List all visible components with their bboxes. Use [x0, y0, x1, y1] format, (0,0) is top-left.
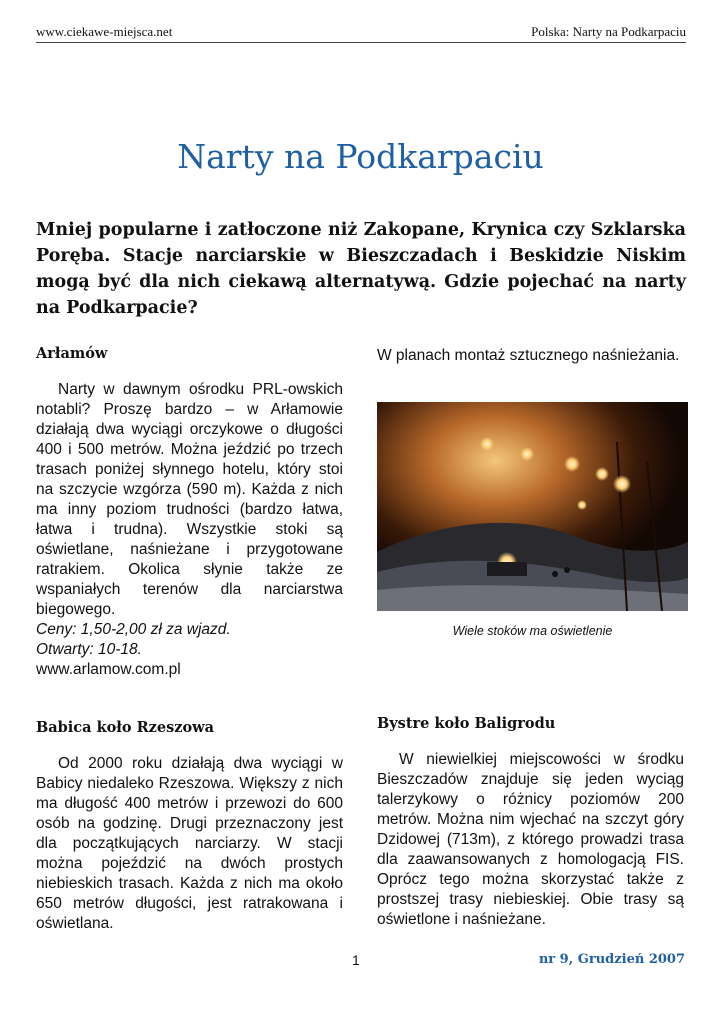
section-arlamow — [36, 344, 343, 680]
site-url[interactable]: www.ciekawe-miejsca.net — [36, 24, 173, 39]
heading-arlamow: Arłamów — [36, 345, 108, 362]
section-title: Polska: Narty na Podkarpaciu — [531, 24, 686, 39]
section-bystre — [377, 714, 684, 930]
page-header — [36, 22, 686, 43]
ski-slope-photo — [377, 402, 688, 611]
arlamow-body: Narty w dawnym ośrodku PRL-owskich notabli? Proszę bardzo – w Arłamowie działają dwa wyciągi orczykowe o długości 400 i 500 metrów. Można jeździć po trzech trasach poniżej słynnego hotelu, który stoi na szczycie wzgórza (590 m). Każda z nich ma inny poziom trudności (bardzo łatwa, łatwa i trudna). Wszystkie stoki są oświetlane, naśnieżane i przygotowane ratrakiem. Okolica słynie także ze wspaniałych terenów dla narciarstwa biegowego. — [36, 381, 343, 618]
arlamow-prices: Ceny: 1,50-2,00 zł za wjazd. — [36, 621, 231, 638]
arlamow-continued — [377, 346, 684, 366]
bystre-body: W niewielkiej miejscowości w środku Bieszczadów znajduje się jeden wyciąg talerzykowy o różnicy poziomów 200 metrów. Można nim wjechać na szczyt góry Dzidowej (713m), z którego prowadzi trasa dla zaawansowanych z homologacją FIS. Oprócz tego można skorzystać także z prostszej trasy niebieskiej. Obie trasy są oświetlone i naśnieżane. — [377, 751, 684, 928]
issue-info: nr 9, Grudzień 2007 — [538, 952, 685, 967]
article-title: Narty na Podkarpaciu — [177, 137, 544, 176]
section-babica — [36, 718, 343, 934]
arlamow-url[interactable]: www.arlamow.com.pl — [36, 661, 181, 678]
arlamow-hours: Otwarty: 10-18. — [36, 641, 142, 658]
article-lead: Mniej popularne i zatłoczone niż Zakopane, Krynica czy Szklarska Poręba. Stacje narciarskie w Bieszczadach i Beskidzie Niskim mogą być dla nich ciekawą alternatywą. Gdzie pojechać na narty na Podkarpacie? — [36, 220, 686, 318]
heading-bystre: Bystre koło Baligrodu — [377, 715, 556, 732]
photo-caption: Wiele stoków ma oświetlenie — [452, 624, 613, 638]
ski-slope-night-image — [377, 402, 688, 611]
babica-body: Od 2000 roku działają dwa wyciągi w Babicy niedaleko Rzeszowa. Większy z nich ma długość 400 metrów i przewozi do 600 osób na godzinę. Drugi przeznaczony jest dla początkujących narciarzy. W stacji można pojeździć na dwóch prostych niebieskich trasach. Każda z nich ma około 650 metrów długości, jest ratrakowana i oświetlana. — [36, 755, 343, 932]
heading-babica: Babica koło Rzeszowa — [36, 719, 215, 736]
arlamow-cont-text: W planach montaż sztucznego naśnieżania. — [377, 347, 680, 364]
page-number: 1 — [352, 952, 360, 968]
